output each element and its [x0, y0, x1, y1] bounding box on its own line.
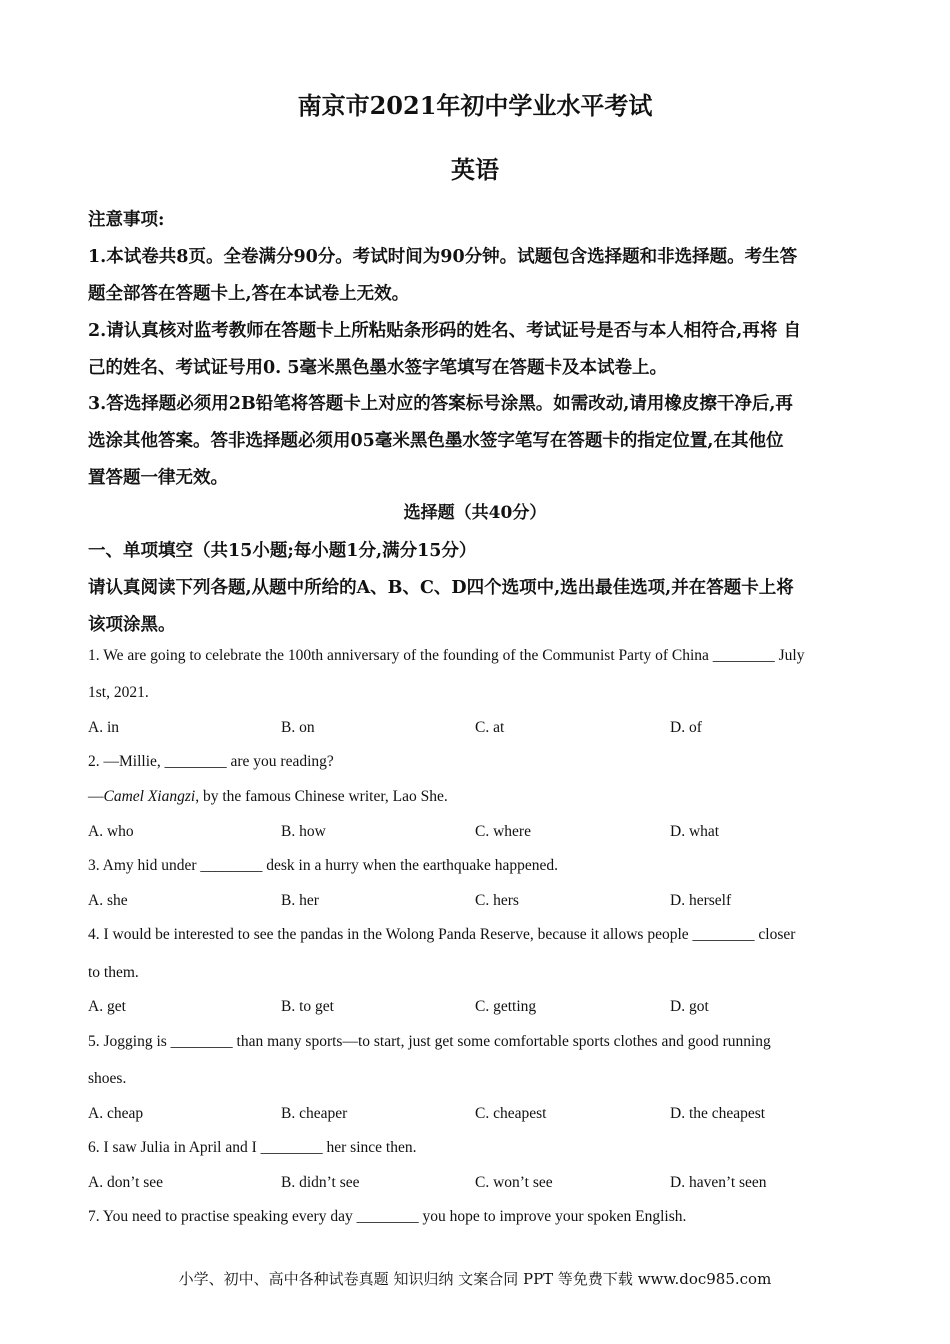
question-5-text: shoes. [88, 1070, 127, 1087]
option-b: B. on [281, 719, 315, 736]
option-d: D. the cheapest [670, 1105, 766, 1122]
question-2-reply [88, 788, 448, 806]
question-2-text: 2. —Millie, ________ are you reading? [88, 753, 334, 770]
notice-line: 1.本试卷共8页。全卷满分90分。考试时间为90分钟。试题包含选择题和非选择题。考生答 [88, 247, 798, 267]
notice-line: 己的姓名、考试证号用0. 5毫米黑色墨水签字笔填写在答题卡及本试卷上。 [88, 358, 668, 378]
notice-line: 3.答选择题必须用2B铅笔将答题卡上对应的答案标号涂黑。如需改动,请用橡皮擦干净后,再 [88, 394, 793, 414]
part-title: 一、单项填空（共15小题;每小题1分,满分15分） [88, 541, 477, 561]
option-a: A. get [88, 998, 126, 1015]
option-c: C. where [475, 823, 531, 840]
reply-dash: — [88, 788, 104, 805]
option-d: D. of [670, 719, 702, 736]
option-d: D. got [670, 998, 709, 1015]
notice-line: 2.请认真核对监考教师在答题卡上所粘贴条形码的姓名、考试证号是否与本人相符合,再将 自 [88, 321, 801, 341]
option-d: D. herself [670, 892, 732, 909]
exam-title: 南京市2021年初中学业水平考试 [297, 91, 653, 120]
option-b: B. how [281, 823, 326, 840]
question-1-text: 1st, 2021. [88, 684, 149, 701]
option-c: C. won’t see [475, 1174, 553, 1191]
question-4-text: 4. I would be interested to see the pandas in the Wolong Panda Reserve, because it allows people ________ closer [88, 926, 796, 943]
question-5-text: 5. Jogging is ________ than many sports—to start, just get some comfortable sports clothes and good running [88, 1033, 771, 1050]
option-a: A. in [88, 719, 119, 736]
option-a: A. don’t see [88, 1174, 164, 1191]
option-c: C. hers [475, 892, 519, 909]
question-4-text: to them. [88, 964, 139, 981]
option-c: C. cheapest [475, 1105, 547, 1122]
option-b: B. didn’t see [281, 1174, 360, 1191]
option-b: B. cheaper [281, 1105, 348, 1122]
option-a: A. who [88, 823, 134, 840]
instruction-line: 该项涂黑。 [88, 615, 176, 635]
question-1-text: 1. We are going to celebrate the 100th anniversary of the founding of the Communist Party of China ________ July [88, 647, 805, 664]
book-title: Camel Xiangzi [103, 788, 196, 805]
option-c: C. at [475, 719, 505, 736]
notice-line: 选涂其他答案。答非选择题必须用05毫米黑色墨水签字笔写在答题卡的指定位置,在其他位 [88, 431, 784, 451]
exam-subject: 英语 [451, 155, 499, 184]
option-c: C. getting [475, 998, 537, 1015]
page-footer: 小学、初中、高中各种试卷真题 知识归纳 文案合同 PPT 等免费下载 www.doc985.com [178, 1270, 772, 1288]
option-a: A. cheap [88, 1105, 144, 1122]
option-b: B. her [281, 892, 319, 909]
instruction-line: 请认真阅读下列各题,从题中所给的A、B、C、D四个选项中,选出最佳选项,并在答题卡上将 [88, 578, 794, 598]
question-3-text: 3. Amy hid under ________ desk in a hurry when the earthquake happened. [88, 857, 559, 874]
notice-line: 置答题一律无效。 [88, 468, 228, 488]
question-6-text: 6. I saw Julia in April and I ________ her since then. [88, 1139, 417, 1156]
question-7-text: 7. You need to practise speaking every day ________ you hope to improve your spoken English. [88, 1208, 687, 1225]
option-b: B. to get [281, 998, 334, 1015]
notice-heading: 注意事项: [88, 210, 165, 230]
reply-rest: , by the famous Chinese writer, Lao She. [195, 788, 448, 805]
option-a: A. she [88, 892, 128, 909]
section-title: 选择题（共40分） [403, 503, 547, 523]
notice-line: 题全部答在答题卡上,答在本试卷上无效。 [88, 284, 410, 304]
option-d: D. what [670, 823, 720, 840]
option-d: D. haven’t seen [670, 1174, 767, 1191]
